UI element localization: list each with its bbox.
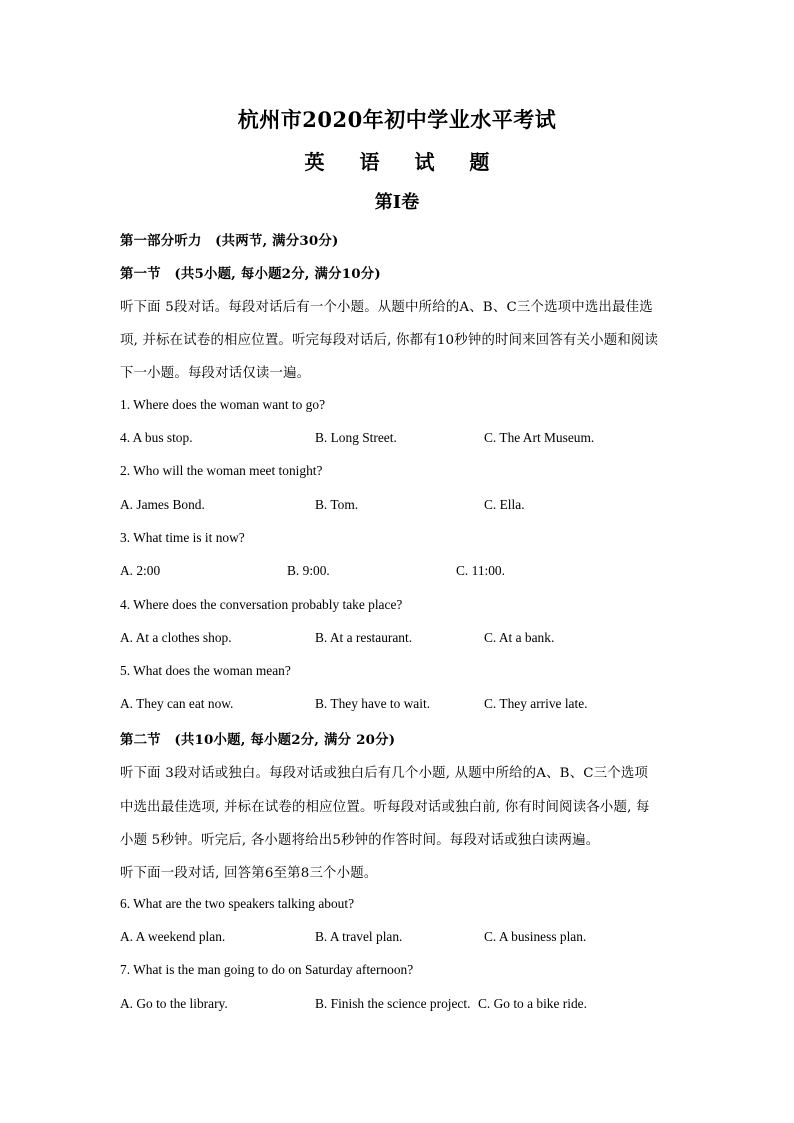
question-text: 5. What does the woman mean? <box>120 663 291 678</box>
option-a: 4. A bus stop. <box>120 430 193 445</box>
exam-title: 杭州市2020年初中学业水平考试 <box>237 107 557 132</box>
question-text: 7. What is the man going to do on Saturday afternoon? <box>120 962 414 977</box>
option-a: A. 2:00 <box>120 563 161 578</box>
option-c: C. Ella. <box>484 497 525 512</box>
section1-instruction-line: 听下面 5段对话。每段对话后有一个小题。从题中所给的A、B、C三个选项中选出最佳选 <box>120 300 653 315</box>
question-text: 6. What are the two speakers talking about? <box>120 896 355 911</box>
section2-instruction-line: 中选出最佳选项, 并标在试卷的相应位置。听每段对话或独白前, 你有时间阅读各小题, 每 <box>120 800 650 815</box>
option-b: B. Long Street. <box>315 430 397 445</box>
option-b: B. Finish the science project. <box>315 996 471 1011</box>
option-c: C. Go to a bike ride. <box>478 996 587 1011</box>
section1-instruction-line: 项, 并标在试卷的相应位置。听完每段对话后, 你都有10秒钟的时间来回答有关小题和阅读 <box>120 333 659 348</box>
section2-instruction-line: 听下面 3段对话或独白。每段对话或独白后有几个小题, 从题中所给的A、B、C三个选项 <box>120 766 649 781</box>
option-c: C. The Art Museum. <box>484 430 595 445</box>
section2-instruction-line: 听下面一段对话, 回答第6至第8三个小题。 <box>120 866 378 881</box>
section2-heading: 第二节 (共10小题, 每小题2分, 满分 20分) <box>120 732 396 748</box>
option-b: B. At a restaurant. <box>315 630 413 645</box>
option-b: B. They have to wait. <box>315 696 431 711</box>
option-a: A. Go to the library. <box>120 996 228 1011</box>
option-b: B. Tom. <box>315 497 359 512</box>
question-text: 4. Where does the conversation probably take place? <box>120 597 403 612</box>
option-c: C. At a bank. <box>484 630 555 645</box>
option-a: A. At a clothes shop. <box>120 630 232 645</box>
question-text: 2. Who will the woman meet tonight? <box>120 463 323 478</box>
part1-heading: 第一部分听力 (共两节, 满分30分) <box>120 233 339 249</box>
option-a: A. A weekend plan. <box>120 929 226 944</box>
option-b: B. 9:00. <box>287 563 330 578</box>
option-b: B. A travel plan. <box>315 929 403 944</box>
section1-instruction-line: 下一小题。每段对话仅读一遍。 <box>120 366 311 381</box>
option-a: A. They can eat now. <box>120 696 234 711</box>
option-c: C. They arrive late. <box>484 696 588 711</box>
question-text: 1. Where does the woman want to go? <box>120 397 326 412</box>
option-a: A. James Bond. <box>120 497 205 512</box>
section2-instruction-line: 小题 5秒钟。听完后, 各小题将给出5秒钟的作答时间。每段对话或独白读两遍。 <box>120 833 600 848</box>
section1-heading: 第一节 (共5小题, 每小题2分, 满分10分) <box>120 266 381 282</box>
option-c: C. A business plan. <box>484 929 587 944</box>
option-c: C. 11:00. <box>456 563 505 578</box>
subject-title: 英 语 试 题 <box>304 150 504 174</box>
volume-title: 第I卷 <box>374 192 420 213</box>
question-text: 3. What time is it now? <box>120 530 245 545</box>
